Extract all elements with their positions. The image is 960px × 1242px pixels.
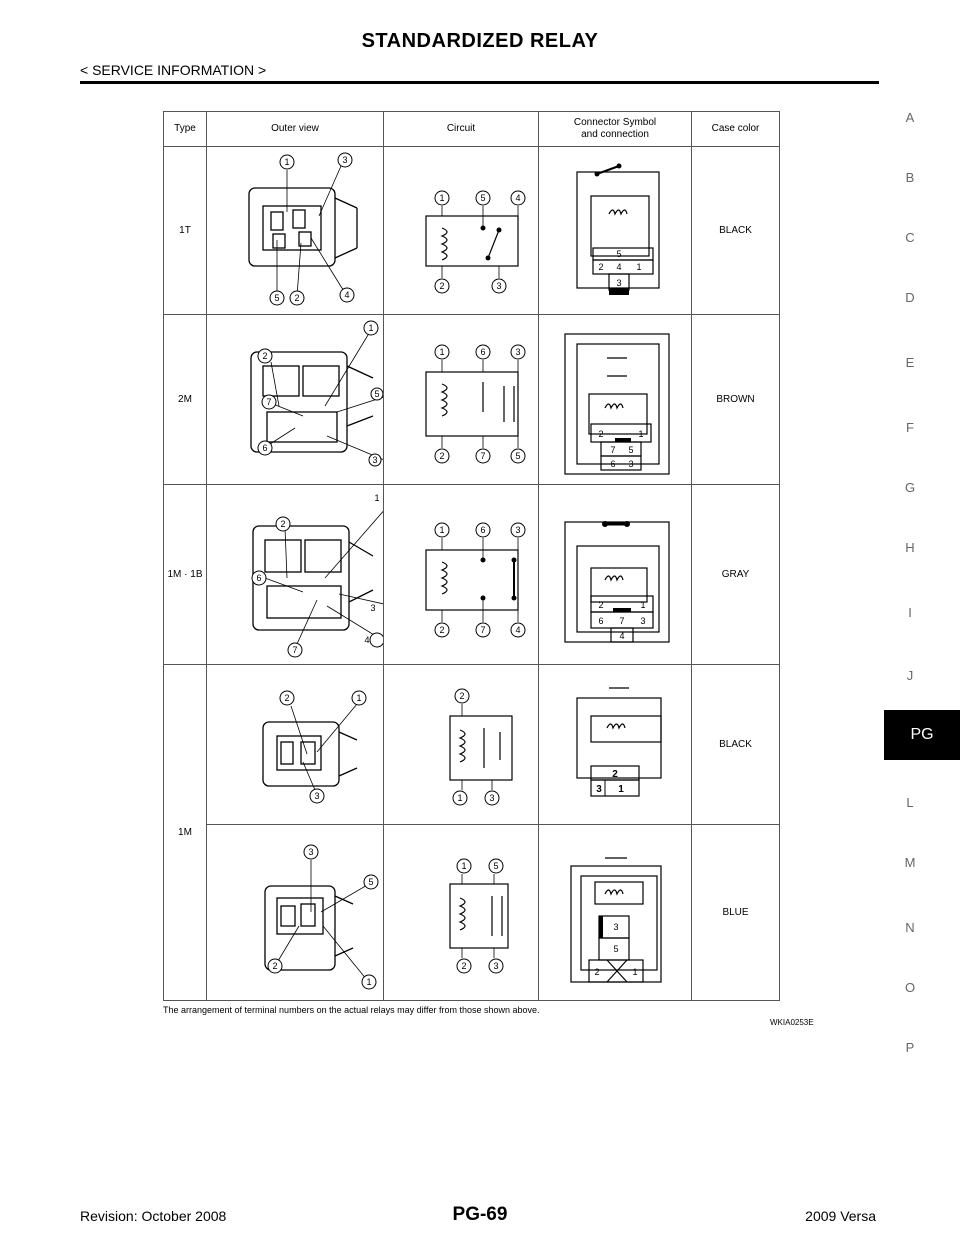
outer-terminal-label: 1 [284,156,290,167]
header-case-color: Case color [692,112,780,147]
circuit-terminal-label: 6 [480,346,486,357]
circuit-cell [384,825,539,1001]
header-connector-line1: Connector Symbol [573,117,657,128]
connector-terminal-label: 3 [596,783,602,795]
connector-terminal-label: 4 [616,261,622,272]
connector-terminal-label: 5 [616,248,622,259]
connector-terminal-label: 2 [612,768,618,780]
outer-terminal-label: 4 [364,634,370,645]
circuit-terminal-label: 1 [439,346,445,357]
connector-terminal-label: 2 [594,966,600,977]
revision-date: Revision: October 2008 [80,1208,227,1224]
connector-symbol [539,486,691,664]
circuit-cell [384,315,539,485]
connector-cell [539,147,692,315]
outer-terminal-label: 6 [262,442,268,453]
circuit-terminal-label: 2 [439,280,445,291]
connector-terminal-label: 6 [598,615,604,626]
table-header-row [164,112,780,147]
circuit-cell [384,147,539,315]
table-row [164,485,780,665]
page-title: STANDARDIZED RELAY [361,30,599,52]
connector-terminal-label: 3 [640,615,646,626]
circuit-terminal-label: 3 [489,792,495,803]
connector-terminal-label: 4 [619,630,625,641]
relay-outer-view-drawing [207,148,383,314]
circuit-terminal-label: 3 [493,960,499,971]
section-subtitle: < SERVICE INFORMATION > [80,62,267,78]
outer-view-cell [207,147,384,315]
circuit-terminal-label: 3 [496,280,502,291]
side-index-pg-active[interactable]: PG [884,710,960,760]
header-rule [80,81,879,84]
side-index-m[interactable]: M [904,855,916,870]
side-index-o[interactable]: O [904,980,916,995]
outer-terminal-label: 2 [284,692,290,703]
circuit-terminal-label: 3 [515,346,521,357]
circuit-terminal-label: 1 [461,860,467,871]
connector-terminal-label: 7 [619,615,625,626]
table-row [164,315,780,485]
circuit-diagram [384,316,538,484]
connector-terminal-label: 6 [610,458,616,469]
outer-terminal-label: 7 [266,396,272,407]
side-index-p[interactable]: P [905,1040,915,1055]
outer-terminal-label: 6 [256,572,262,583]
side-index-h[interactable]: H [905,540,915,555]
circuit-terminal-label: 7 [480,624,486,635]
connector-symbol [539,666,691,824]
circuit-cell [384,665,539,825]
header-type: Type [164,112,207,147]
circuit-terminal-label: 1 [439,524,445,535]
outer-terminal-label: 3 [370,602,376,613]
table-row [164,665,780,825]
side-index-b[interactable]: B [905,170,915,185]
outer-terminal-label: 2 [272,960,278,971]
header-circuit: Circuit [384,112,539,147]
side-index-j[interactable]: J [906,668,914,683]
outer-terminal-label: 3 [308,846,314,857]
outer-terminal-label: 3 [372,454,378,465]
connector-cell [539,315,692,485]
header-connector [539,112,692,147]
circuit-terminal-label: 2 [461,960,467,971]
circuit-diagram [384,486,538,664]
connector-terminal-label: 5 [628,444,634,455]
table-row [164,147,780,315]
outer-terminal-label: 5 [374,388,380,399]
circuit-terminal-label: 6 [480,524,486,535]
relay-table [163,111,780,1001]
page-number: PG-69 [452,1204,508,1225]
circuit-diagram [384,826,538,1000]
connector-terminal-label: 1 [638,428,644,439]
outer-terminal-label: 1 [374,492,380,503]
connector-terminal-label: 2 [598,599,604,610]
circuit-terminal-label: 7 [480,450,486,461]
table-footnote: The arrangement of terminal numbers on the actual relays may differ from those shown above. [163,1005,540,1015]
connector-symbol [539,148,691,314]
type-cell: 1M · 1B [164,485,207,665]
connector-symbol [539,316,691,484]
circuit-terminal-label: 5 [480,192,486,203]
circuit-diagram [384,148,538,314]
circuit-terminal-label: 1 [439,192,445,203]
case-color-cell: BLACK [692,665,780,825]
circuit-terminal-label: 2 [459,690,465,701]
connector-terminal-label: 1 [618,783,624,795]
header-connector-line2: and connection [581,129,649,140]
outer-terminal-label: 7 [292,644,298,655]
connector-terminal-label: 3 [628,458,634,469]
case-color-cell: BLACK [692,147,780,315]
side-index-l[interactable]: L [906,795,914,810]
side-index-i[interactable]: I [908,605,912,620]
connector-cell [539,665,692,825]
outer-view-cell [207,665,384,825]
side-index-e[interactable]: E [905,355,915,370]
side-index-n[interactable]: N [905,920,915,935]
outer-terminal-label: 3 [314,790,320,801]
side-index-a[interactable]: A [905,110,915,125]
circuit-terminal-label: 2 [439,624,445,635]
circuit-terminal-label: 2 [439,450,445,461]
outer-terminal-label: 3 [342,154,348,165]
type-cell: 2M [164,315,207,485]
type-cell: 1T [164,147,207,315]
outer-terminal-label: 2 [280,518,286,529]
outer-terminal-label: 5 [368,876,374,887]
circuit-terminal-label: 5 [493,860,499,871]
outer-view-cell [207,485,384,665]
outer-view-cell [207,825,384,1001]
connector-terminal-label: 7 [610,444,616,455]
circuit-terminal-label: 3 [515,524,521,535]
relay-outer-view-drawing [207,316,383,484]
circuit-terminal-label: 4 [515,624,521,635]
outer-terminal-label: 1 [368,322,374,333]
figure-code: WKIA0253E [770,1018,814,1027]
connector-cell [539,825,692,1001]
outer-terminal-label: 1 [356,692,362,703]
connector-terminal-label: 3 [616,277,622,288]
outer-terminal-label: 2 [294,292,300,303]
table-row [164,825,780,1001]
outer-terminal-label: 2 [262,350,268,361]
circuit-terminal-label: 5 [515,450,521,461]
connector-terminal-label: 3 [613,921,619,932]
connector-terminal-label: 1 [640,599,646,610]
side-index-g[interactable]: G [904,480,916,495]
connector-terminal-label: 1 [632,966,638,977]
relay-outer-view-drawing [207,826,383,1000]
connector-terminal-label: 5 [613,943,619,954]
header-outer-view: Outer view [207,112,384,147]
circuit-cell [384,485,539,665]
type-cell: 1M [164,665,207,1001]
connector-symbol [539,826,691,1000]
relay-outer-view-drawing [207,666,383,824]
case-color-cell: BROWN [692,315,780,485]
outer-terminal-label: 4 [344,289,350,300]
connector-terminal-label: 2 [598,428,604,439]
vehicle-model: 2009 Versa [805,1208,876,1224]
circuit-terminal-label: 1 [457,792,463,803]
circuit-terminal-label: 4 [515,192,521,203]
connector-terminal-label: 1 [636,261,642,272]
case-color-cell: GRAY [692,485,780,665]
outer-view-cell [207,315,384,485]
side-index-f[interactable]: F [906,420,914,435]
connector-terminal-label: 2 [598,261,604,272]
connector-cell [539,485,692,665]
outer-terminal-label: 5 [274,292,280,303]
case-color-cell: BLUE [692,825,780,1001]
side-index-c[interactable]: C [905,230,915,245]
relay-outer-view-drawing [207,486,383,664]
circuit-diagram [384,666,538,824]
outer-terminal-label: 1 [366,976,372,987]
side-index-d[interactable]: D [905,290,915,305]
